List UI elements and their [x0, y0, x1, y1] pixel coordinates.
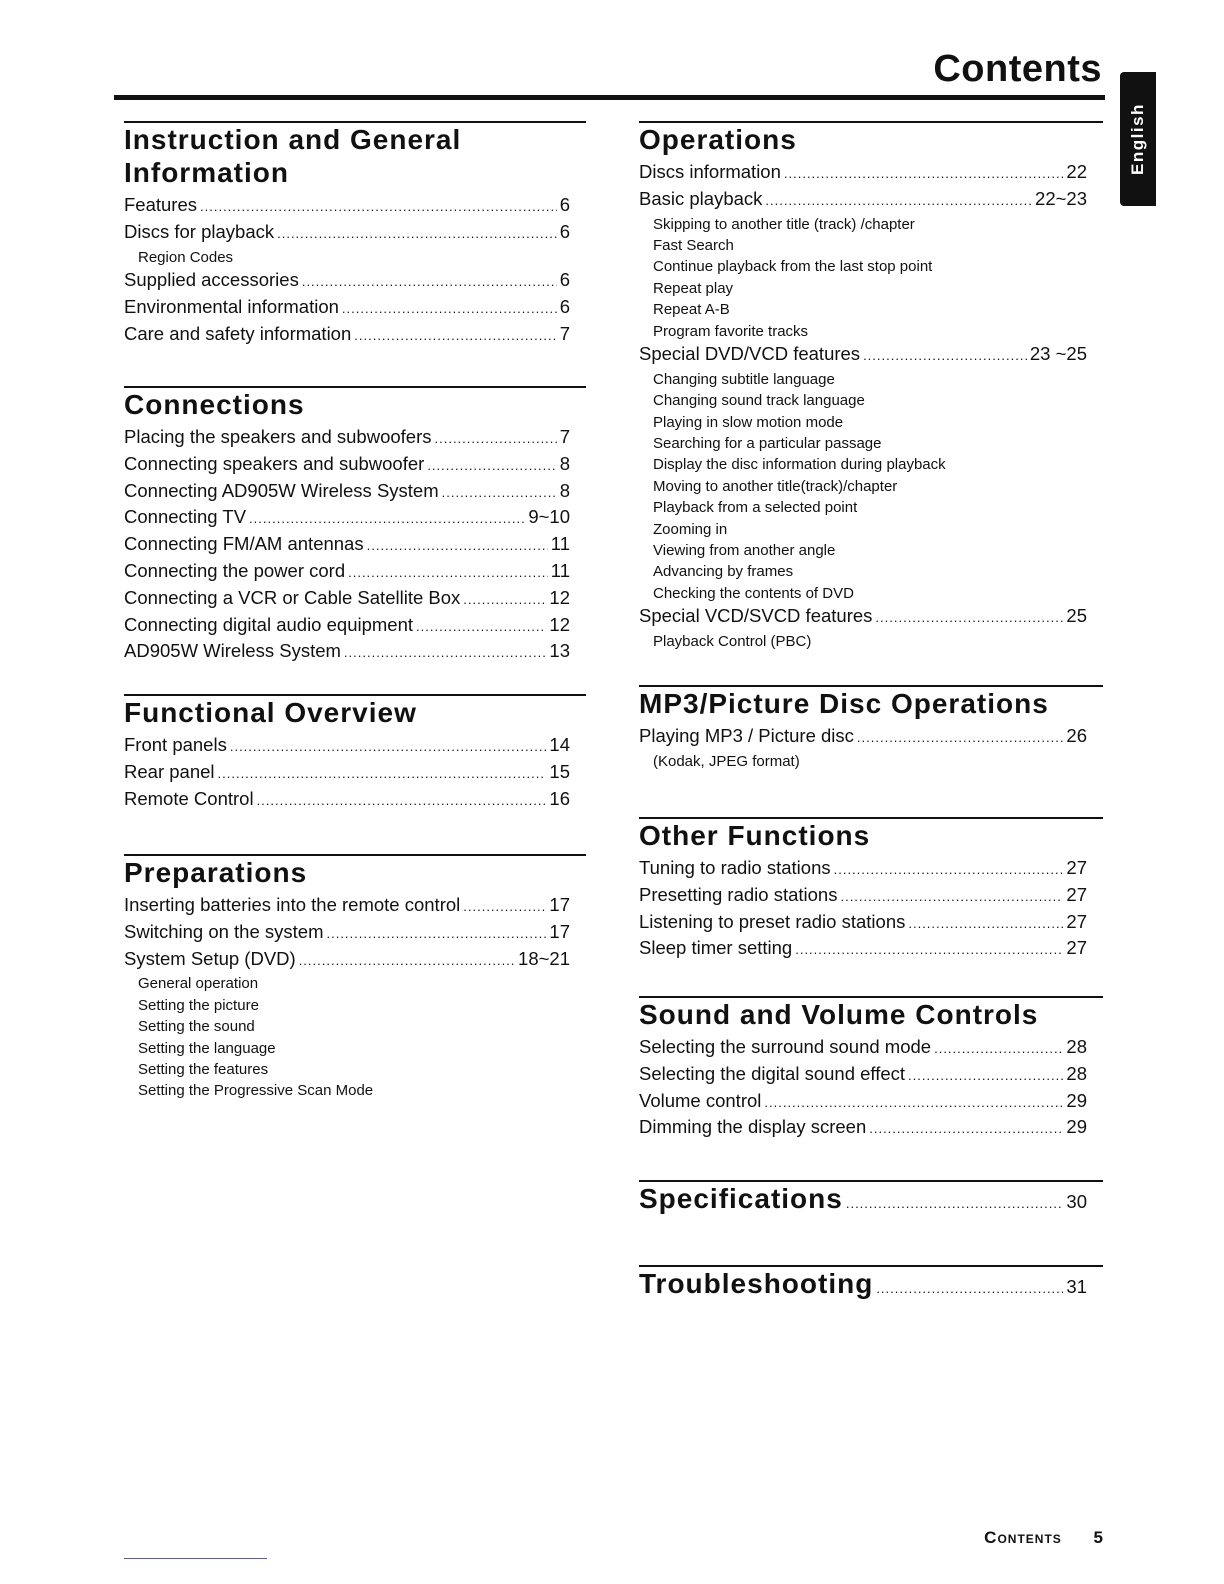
entry-page: 7 [559, 322, 570, 344]
leader-dots [765, 189, 1032, 214]
section-heading: Sound and Volume Controls [639, 996, 1103, 1031]
toc-subentry: Region Codes [138, 248, 234, 266]
entry-page: 6 [559, 194, 570, 215]
toc-entry[interactable] [124, 193, 586, 220]
toc-items [124, 733, 586, 813]
entry-label: Volume control [639, 1089, 762, 1111]
entry-label: Playing MP3 / Picture disc [639, 725, 854, 746]
entry-label: System Setup (DVD) [124, 947, 296, 969]
entry-page: 7 [559, 426, 570, 447]
toc-entry[interactable] [124, 787, 586, 814]
leader-dots [869, 1117, 1063, 1142]
section-heading: MP3/Picture Disc Operations [639, 685, 1103, 720]
entry-page: 16 [549, 787, 570, 809]
toc-subentry: Changing subtitle language [653, 370, 835, 388]
leader-dots [277, 222, 557, 247]
entry-label: Special VCD/SVCD features [639, 605, 873, 627]
entry-label: Listening to preset radio stations [639, 910, 906, 932]
section-heading: Preparations [124, 854, 586, 889]
toc-entry[interactable] [124, 639, 586, 666]
leader-dots [840, 885, 1063, 910]
leader-dots [875, 606, 1063, 631]
leader-dots [342, 297, 557, 322]
section-preparations [124, 854, 586, 1102]
entry-page: 26 [1066, 725, 1087, 746]
toc-subentry: Playback Control (PBC) [653, 633, 812, 651]
header-rule [114, 95, 1105, 100]
toc-subentry: Moving to another title(track)/chapter [653, 477, 898, 495]
page-footer [984, 1528, 1104, 1548]
language-tab [1120, 72, 1156, 206]
entry-page: 29 [1066, 1089, 1087, 1111]
leader-dots [218, 762, 547, 787]
section-heading: Connections [124, 386, 586, 421]
entry-label: Selecting the surround sound mode [639, 1036, 932, 1057]
toc-subentry: Setting the features [138, 1061, 269, 1079]
leader-dots [908, 1064, 1063, 1089]
entry-label: Placing the speakers and subwoofers [124, 426, 432, 447]
entry-label: Connecting TV [124, 506, 247, 528]
toc-subentry: Skipping to another title (track) /chapter [653, 215, 915, 233]
toc-subentry: Advancing by frames [653, 563, 794, 581]
section-functional-overview [124, 694, 586, 813]
toc-subentry: Checking the contents of DVD [653, 584, 854, 602]
leader-dots [846, 1196, 1064, 1211]
leader-dots [463, 588, 546, 613]
section-connections [124, 386, 586, 666]
toc-entry[interactable] [124, 452, 586, 479]
entry-label: Dimming the display screen [639, 1116, 867, 1138]
entry-label: Selecting the digital sound effect [639, 1062, 906, 1084]
toc-entry[interactable] [639, 604, 1103, 631]
section-heading: Other Functions [639, 817, 1103, 852]
toc-items [124, 893, 586, 1102]
toc-subentry: Zooming in [653, 520, 728, 538]
section-specifications [639, 1180, 1103, 1215]
leader-dots [463, 895, 546, 920]
entry-page: 15 [549, 760, 570, 782]
entry-page: 14 [549, 734, 570, 755]
entry-page: 6 [559, 295, 570, 317]
entry-label: Inserting batteries into the remote control [124, 894, 461, 915]
toc-subentry: Repeat play [653, 279, 734, 297]
troubleshooting-title: Troubleshooting [639, 1268, 874, 1299]
toc-entry[interactable] [124, 295, 586, 322]
entry-label: Rear panel [124, 760, 215, 782]
leader-dots [435, 427, 557, 452]
entry-page: 6 [559, 220, 570, 242]
toc-entry[interactable] [639, 724, 1103, 751]
leader-dots [857, 726, 1064, 751]
leader-dots [249, 507, 525, 532]
leader-dots [427, 454, 556, 479]
leader-dots [200, 195, 557, 220]
toc-entry[interactable] [124, 322, 586, 349]
leader-dots [367, 534, 548, 559]
toc-subentry: Changing sound track language [653, 392, 865, 410]
entry-page: 6 [559, 269, 570, 290]
toc-items [124, 425, 586, 666]
leader-dots [876, 1281, 1063, 1296]
leader-dots [326, 922, 546, 947]
page-number: 5 [1093, 1528, 1104, 1547]
entry-page: 28 [1066, 1062, 1087, 1084]
toc-subentry: Setting the sound [138, 1018, 255, 1036]
toc-subentry: Program favorite tracks [653, 322, 809, 340]
entry-page: 28 [1066, 1036, 1087, 1057]
toc-subentry: Display the disc information during playback [653, 456, 946, 474]
toc-entry[interactable] [124, 893, 586, 920]
toc-subentry: Playback from a selected point [653, 499, 858, 517]
entry-page: 23 ~25 [1029, 343, 1087, 365]
leader-dots [344, 641, 547, 666]
entry-page: 27 [1066, 937, 1087, 959]
entry-label: Connecting a VCR or Cable Satellite Box [124, 586, 461, 608]
toc-entry[interactable] [124, 947, 586, 974]
leader-dots [302, 270, 557, 295]
leader-dots [442, 481, 557, 506]
section-heading: Operations [639, 121, 1103, 156]
leader-dots [354, 324, 556, 349]
entry-page: 27 [1066, 883, 1087, 905]
toc-entry[interactable] [124, 586, 586, 613]
toc-entry[interactable] [639, 342, 1103, 369]
entry-label: Presetting radio stations [639, 883, 838, 905]
footer-label: Contents [984, 1528, 1062, 1547]
toc-entry[interactable] [124, 220, 586, 247]
specifications-entry[interactable] [639, 1180, 1103, 1215]
toc-subentry: Viewing from another angle [653, 542, 836, 560]
entry-label: Remote Control [124, 787, 254, 809]
toc-entry[interactable] [639, 160, 1103, 187]
entry-label: Connecting the power cord [124, 559, 346, 581]
toc-entry[interactable] [124, 733, 586, 760]
entry-page: 17 [549, 894, 570, 915]
leader-dots [416, 615, 546, 640]
leader-dots [230, 735, 547, 760]
toc-items [639, 1035, 1103, 1142]
entry-label: Connecting digital audio equipment [124, 613, 414, 635]
section-mp3-picture [639, 685, 1103, 772]
toc-entry[interactable] [124, 479, 586, 506]
section-heading: Functional Overview [124, 694, 586, 729]
toc-entry[interactable] [124, 532, 586, 559]
entry-label: Connecting speakers and subwoofer [124, 452, 425, 474]
toc-items [124, 193, 586, 348]
toc-subentry: Setting the language [138, 1039, 276, 1057]
toc-entry[interactable] [639, 936, 1103, 963]
toc-entry[interactable] [124, 505, 586, 532]
specifications-page: 30 [1066, 1191, 1087, 1212]
entry-page: 27 [1066, 910, 1087, 932]
leader-dots [257, 789, 547, 814]
toc-entry[interactable] [639, 856, 1103, 883]
section-troubleshooting [639, 1265, 1103, 1300]
section-other-functions [639, 817, 1103, 963]
toc-entry[interactable] [639, 883, 1103, 910]
leader-dots [348, 561, 548, 586]
troubleshooting-entry[interactable] [639, 1265, 1103, 1300]
section-operations [639, 121, 1103, 653]
page-title: Contents [933, 48, 1102, 90]
entry-label: Supplied accessories [124, 269, 299, 290]
toc-subentry: Setting the picture [138, 996, 259, 1014]
entry-label: Discs for playback [124, 220, 275, 242]
toc-entry[interactable] [639, 910, 1103, 937]
bottom-rule [124, 1558, 267, 1559]
toc-subentry: Searching for a particular passage [653, 435, 882, 453]
toc-entry[interactable] [124, 425, 586, 452]
entry-label: Discs information [639, 161, 781, 182]
toc-items [639, 856, 1103, 963]
troubleshooting-page: 31 [1066, 1276, 1087, 1297]
entry-page: 27 [1066, 857, 1087, 878]
toc-entry[interactable] [124, 920, 586, 947]
entry-page: 18~21 [518, 947, 570, 969]
toc-subentry: (Kodak, JPEG format) [653, 752, 800, 770]
entry-page: 11 [550, 533, 570, 555]
toc-entry[interactable] [124, 559, 586, 586]
toc-entry[interactable] [639, 187, 1103, 214]
entry-label: Tuning to radio stations [639, 857, 831, 878]
toc-subentry: General operation [138, 975, 259, 993]
entry-page: 25 [1066, 605, 1087, 627]
leader-dots [834, 858, 1064, 883]
entry-label: Environmental information [124, 295, 339, 317]
toc-items [639, 160, 1103, 653]
toc-entry[interactable] [639, 1062, 1103, 1089]
entry-label: Connecting AD905W Wireless System [124, 479, 439, 501]
language-tab-label: English [1128, 103, 1147, 175]
entry-page: 9~10 [528, 506, 570, 528]
section-sound-volume [639, 996, 1103, 1142]
entry-page: 29 [1066, 1116, 1087, 1138]
section-heading: Instruction and General Information [124, 121, 586, 189]
toc-entry[interactable] [124, 613, 586, 640]
toc-entry[interactable] [639, 1115, 1103, 1142]
entry-page: 12 [549, 613, 570, 635]
entry-page: 8 [559, 452, 570, 474]
entry-label: Features [124, 194, 198, 215]
toc-entry[interactable] [639, 1089, 1103, 1116]
entry-page: 17 [549, 920, 570, 942]
leader-dots [784, 162, 1064, 187]
entry-page: 11 [550, 559, 570, 581]
toc-entry[interactable] [639, 1035, 1103, 1062]
toc-subentry: Continue playback from the last stop point [653, 258, 933, 276]
toc-subentry: Setting the Progressive Scan Mode [138, 1082, 374, 1100]
specifications-title: Specifications [639, 1183, 843, 1214]
entry-label: Basic playback [639, 187, 763, 209]
toc-subentry: Playing in slow motion mode [653, 413, 844, 431]
entry-label: Switching on the system [124, 920, 324, 942]
leader-dots [299, 949, 515, 974]
entry-label: Care and safety information [124, 322, 352, 344]
leader-dots [934, 1037, 1063, 1062]
entry-label: Sleep timer setting [639, 937, 793, 959]
toc-subentry: Repeat A-B [653, 301, 730, 319]
toc-items [639, 724, 1103, 772]
entry-page: 22 [1066, 161, 1087, 182]
entry-label: Front panels [124, 734, 227, 755]
leader-dots [908, 912, 1063, 937]
toc-entry[interactable] [124, 760, 586, 787]
leader-dots [795, 938, 1063, 963]
toc-entry[interactable] [124, 268, 586, 295]
entry-label: AD905W Wireless System [124, 640, 341, 662]
section-instruction [124, 121, 586, 348]
entry-page: 22~23 [1035, 187, 1087, 209]
entry-page: 13 [549, 640, 570, 662]
entry-label: Special DVD/VCD features [639, 343, 861, 365]
entry-label: Connecting FM/AM antennas [124, 533, 364, 555]
toc-subentry: Fast Search [653, 237, 734, 254]
entry-page: 8 [559, 479, 570, 501]
leader-dots [863, 344, 1027, 369]
leader-dots [764, 1091, 1063, 1116]
entry-page: 12 [549, 586, 570, 608]
